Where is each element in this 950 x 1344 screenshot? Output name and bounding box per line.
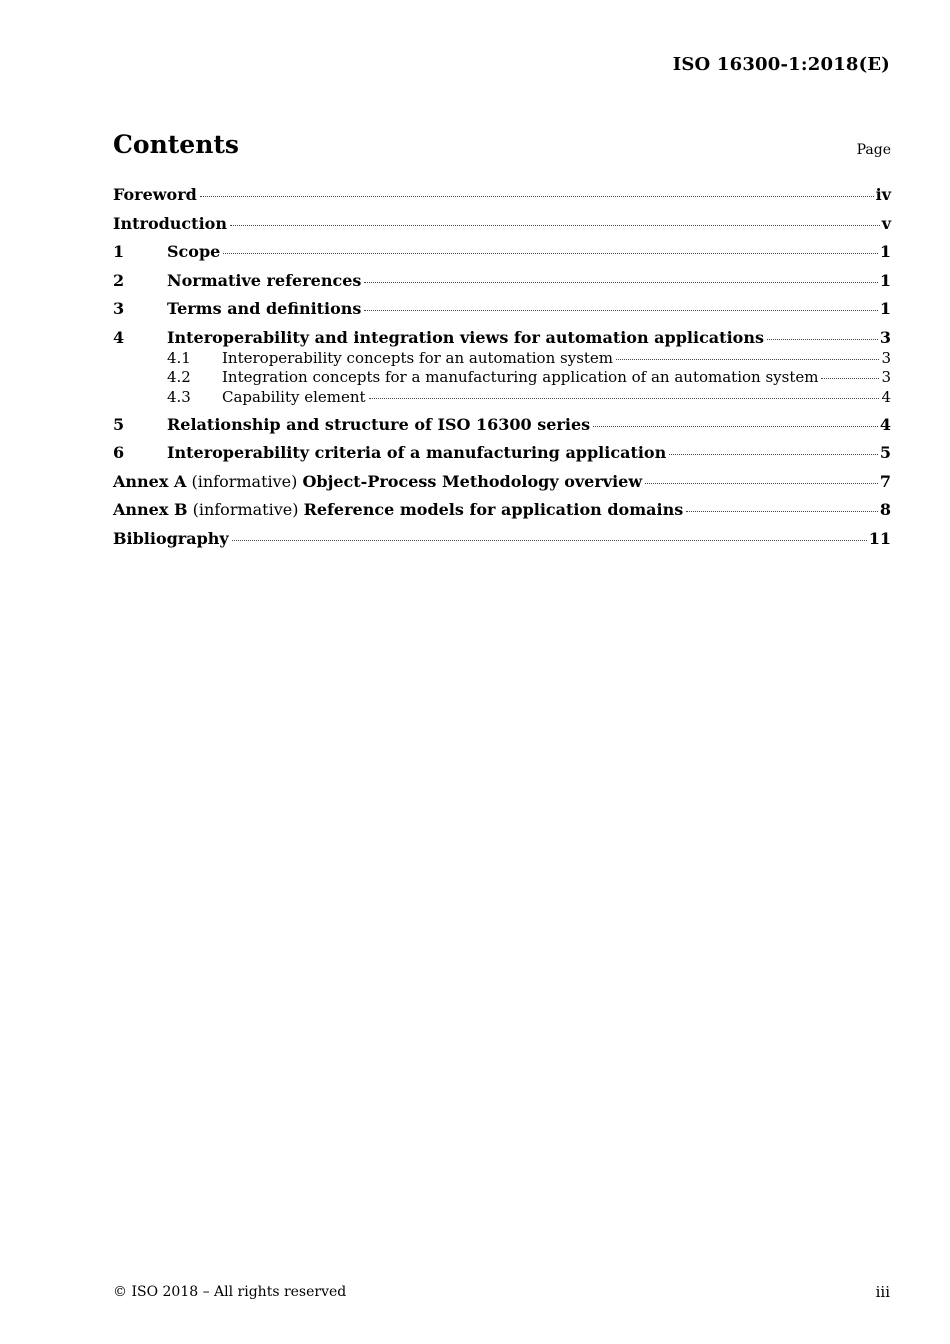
toc-entry-number: 1 — [113, 242, 125, 261]
toc-subentry-title: Interoperability concepts for an automation system — [222, 348, 614, 367]
toc-entry-page: v — [881, 213, 891, 233]
toc-entry-interoperability-views[interactable] — [113, 327, 891, 349]
toc-entry-scope[interactable] — [113, 241, 891, 263]
contents-title: Contents — [113, 130, 240, 159]
toc-entry-interoperability-criteria[interactable] — [113, 442, 891, 464]
toc-entry-title: Foreword — [113, 185, 197, 204]
toc-entry-title: Bibliography — [113, 528, 229, 548]
toc-entry-page: iv — [875, 185, 891, 204]
toc-entry-foreword[interactable] — [113, 184, 891, 206]
toc-entry-introduction[interactable] — [113, 213, 891, 235]
toc-entry-page: 1 — [879, 270, 891, 290]
toc-entry-number: 3 — [113, 299, 125, 318]
toc-entry-title: Object-Process Methodology overview — [302, 471, 643, 491]
toc-entry-annex-b[interactable] — [113, 499, 891, 521]
toc-entry-page: 1 — [879, 299, 891, 318]
toc-entry-title: Introduction — [113, 213, 227, 233]
dot-leader — [230, 225, 880, 226]
dot-leader — [369, 398, 880, 399]
dot-leader — [616, 359, 879, 360]
contents-header — [113, 130, 891, 164]
toc-entry-title: Relationship and structure of ISO 16300 series — [167, 414, 591, 434]
dot-leader — [686, 511, 878, 512]
toc-subentry-number: 4.1 — [167, 348, 191, 367]
dot-leader — [232, 540, 867, 541]
toc-annex-type: (informative) — [191, 471, 298, 491]
dot-leader — [364, 310, 877, 311]
dot-leader — [645, 483, 878, 484]
dot-leader — [223, 253, 878, 254]
toc-subentry-number: 4.2 — [167, 368, 191, 386]
toc-entry-page: 8 — [879, 500, 891, 519]
toc-entry-page: 3 — [879, 327, 891, 347]
dot-leader — [767, 339, 878, 340]
toc-entry-title: Interoperability and integration views for automation applications — [167, 327, 764, 347]
toc-subentry-integration-concepts[interactable] — [113, 368, 891, 388]
toc-entry-normative-references[interactable] — [113, 270, 891, 292]
toc-entry-title: Interoperability criteria of a manufacturing application — [167, 443, 667, 462]
toc-subentry-title: Integration concepts for a manufacturing application of an automation system — [222, 368, 819, 386]
toc-entry-title: Reference models for application domains — [303, 500, 684, 519]
toc-entry-number: 6 — [113, 443, 125, 462]
toc-annex-type: (informative) — [192, 500, 299, 519]
page-number: iii — [875, 1283, 890, 1301]
copyright-notice: © ISO 2018 – All rights reserved — [113, 1284, 347, 1300]
toc-subentry-page: 3 — [881, 368, 891, 386]
toc-subentry-number: 4.3 — [167, 387, 191, 406]
document-id: ISO 16300-1:2018(E) — [672, 54, 890, 75]
toc-annex-label: Annex B — [113, 500, 188, 519]
toc-entry-page: 7 — [879, 471, 891, 491]
toc-subentry-page: 3 — [881, 348, 891, 367]
dot-leader — [669, 454, 878, 455]
toc-entry-page: 5 — [879, 443, 891, 462]
toc-entry-title: Scope — [167, 242, 221, 261]
toc-subentry-interoperability-concepts[interactable] — [113, 349, 891, 369]
toc-entry-title: Normative references — [167, 270, 362, 290]
page-column-label: Page — [856, 142, 891, 158]
toc-entry-terms-and-definitions[interactable] — [113, 298, 891, 320]
toc-entry-number: 5 — [113, 414, 125, 434]
toc-entry-bibliography[interactable] — [113, 528, 891, 550]
toc-subentry-capability-element[interactable] — [113, 388, 891, 408]
toc-entry-number: 2 — [113, 270, 125, 290]
toc-entry-page: 11 — [868, 528, 891, 548]
table-of-contents — [113, 184, 891, 550]
toc-subentry-title: Capability element — [222, 387, 366, 406]
toc-annex-label: Annex A — [113, 471, 187, 491]
dot-leader — [364, 282, 877, 283]
toc-subentry-page: 4 — [881, 387, 891, 406]
toc-entry-title: Terms and definitions — [167, 299, 362, 318]
toc-entry-page: 4 — [879, 414, 891, 434]
toc-entry-number: 4 — [113, 327, 125, 347]
dot-leader — [593, 426, 878, 427]
dot-leader — [200, 196, 874, 197]
toc-entry-page: 1 — [879, 242, 891, 261]
dot-leader — [821, 378, 879, 379]
toc-entry-annex-a[interactable] — [113, 471, 891, 493]
toc-entry-relationship-structure[interactable] — [113, 414, 891, 436]
